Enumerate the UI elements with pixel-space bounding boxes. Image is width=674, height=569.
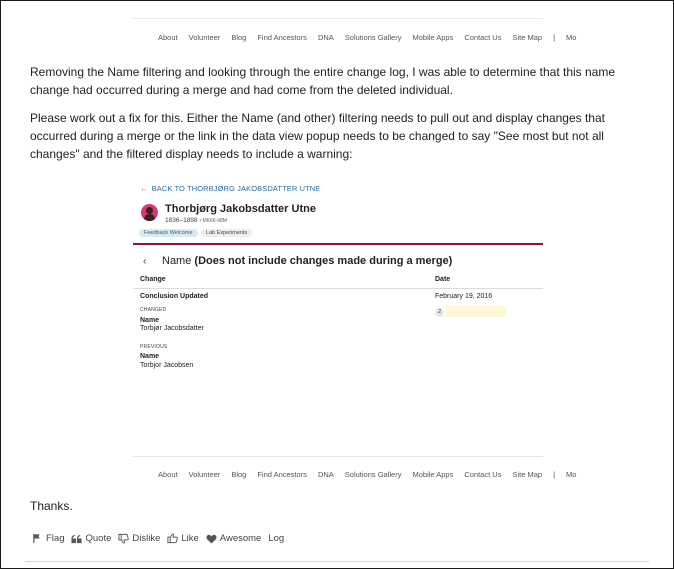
dislike-label: Dislike [132,533,161,544]
previous-field: Name [140,353,160,360]
footer-separator: | [553,470,556,479]
section-title [162,255,452,267]
chevron-left-icon[interactable]: ‹ [143,256,147,267]
footer-link-blog[interactable]: Blog [231,470,247,479]
footer-link-contact-us[interactable]: Contact Us [464,33,502,42]
highlight-box [446,306,506,317]
previous-value: Torbjor Jacobsen [140,362,194,369]
quote-button[interactable] [71,533,111,544]
footer-link-about[interactable]: About [158,470,178,479]
flag-button[interactable] [32,533,64,544]
changed-label: CHANGED [140,307,167,313]
person-id: • MK66-98M [199,218,227,224]
quote-icon [71,534,82,544]
column-header-change: Change [140,276,166,283]
like-button[interactable] [167,533,198,544]
badge-lab-experiments[interactable]: Lab Experiments [201,229,252,237]
footer-link-volunteer[interactable]: Volunteer [188,470,221,479]
footer-link-volunteer[interactable]: Volunteer [188,33,221,42]
footer-link-mobile-apps[interactable]: Mobile Apps [412,470,454,479]
changed-value: Torbjør Jacobsdatter [140,325,204,332]
footer-nav [158,33,577,42]
footer-link-find-ancestors[interactable]: Find Ancestors [257,33,307,42]
post-paragraph-1: Removing the Name filtering and looking through the entire change log, I was able to determine that this name change had occurred during a merge and had come from the deleted individual. [30,65,616,97]
footer-link-solutions-gallery[interactable]: Solutions Gallery [344,33,402,42]
entry-date: February 19, 2016 [435,293,493,300]
flag-icon [32,533,43,544]
avatar [141,204,158,221]
footer-link-contact-us[interactable]: Contact Us [464,470,502,479]
footer-separator: | [553,33,556,42]
accent-divider [133,243,543,245]
thumbs-down-icon [118,533,129,544]
arrow-left-icon: ← [140,184,148,193]
embedded-footer-bottom [133,449,577,491]
header-divider [133,288,543,289]
footer-link-dna[interactable]: DNA [317,470,334,479]
flag-label: Flag [46,533,65,544]
badge-feedback-welcome[interactable]: Feedback Welcome [139,229,198,237]
post-actions [32,533,291,544]
forum-post [1,1,673,568]
divider [133,456,543,457]
count-pill[interactable]: 2 [435,308,444,317]
divider [133,18,543,19]
avatar-body [144,214,155,221]
footer-link-site-map[interactable]: Site Map [512,470,543,479]
log-label: Log [268,533,285,544]
dislike-button[interactable] [118,533,160,544]
footer-link-cut[interactable]: Mo [566,470,577,479]
quote-label: Quote [85,533,112,544]
changed-field: Name [140,317,160,324]
footer-link-dna[interactable]: DNA [317,33,334,42]
like-label: Like [181,533,199,544]
back-link-label: BACK TO THORBJØRG JAKOBSDATTER UTNE [151,184,321,193]
post-closing: Thanks. [30,499,73,513]
person-dates: 1836–1898 [165,217,198,224]
log-link[interactable] [268,533,284,544]
footer-link-find-ancestors[interactable]: Find Ancestors [257,470,307,479]
previous-label: PREVIOUS [140,344,168,350]
embedded-footer-top [133,5,577,51]
section-title-note: (Does not include changes made during a merge) [194,255,453,267]
section-title-name: Name [162,255,192,267]
footer-link-solutions-gallery[interactable]: Solutions Gallery [344,470,402,479]
footer-link-about[interactable]: About [158,33,178,42]
column-header-date: Date [435,276,451,283]
footer-link-site-map[interactable]: Site Map [512,33,543,42]
footer-link-blog[interactable]: Blog [231,33,247,42]
awesome-button[interactable] [206,533,262,544]
post-paragraph-2: Please work out a fix for this. Either the Name (and other) filtering needs to pull out and display changes that occurred during a merge or the link in the data view popup needs to be changed to say "See most but not all changes" and the filtered display needs to include a warning: [30,111,605,161]
back-link[interactable] [140,184,320,193]
embedded-change-log [133,177,543,381]
heart-icon [206,534,217,544]
avatar-head [146,207,153,214]
footer-nav [158,470,577,479]
person-name: Thorbjørg Jakobsdatter Utne [165,203,316,215]
thumbs-up-icon [167,533,178,544]
entry-type: Conclusion Updated [140,293,209,300]
post-divider [25,561,649,562]
person-lifespan [165,217,227,224]
awesome-label: Awesome [219,533,262,544]
footer-link-cut[interactable]: Mo [566,33,577,42]
footer-link-mobile-apps[interactable]: Mobile Apps [412,33,454,42]
